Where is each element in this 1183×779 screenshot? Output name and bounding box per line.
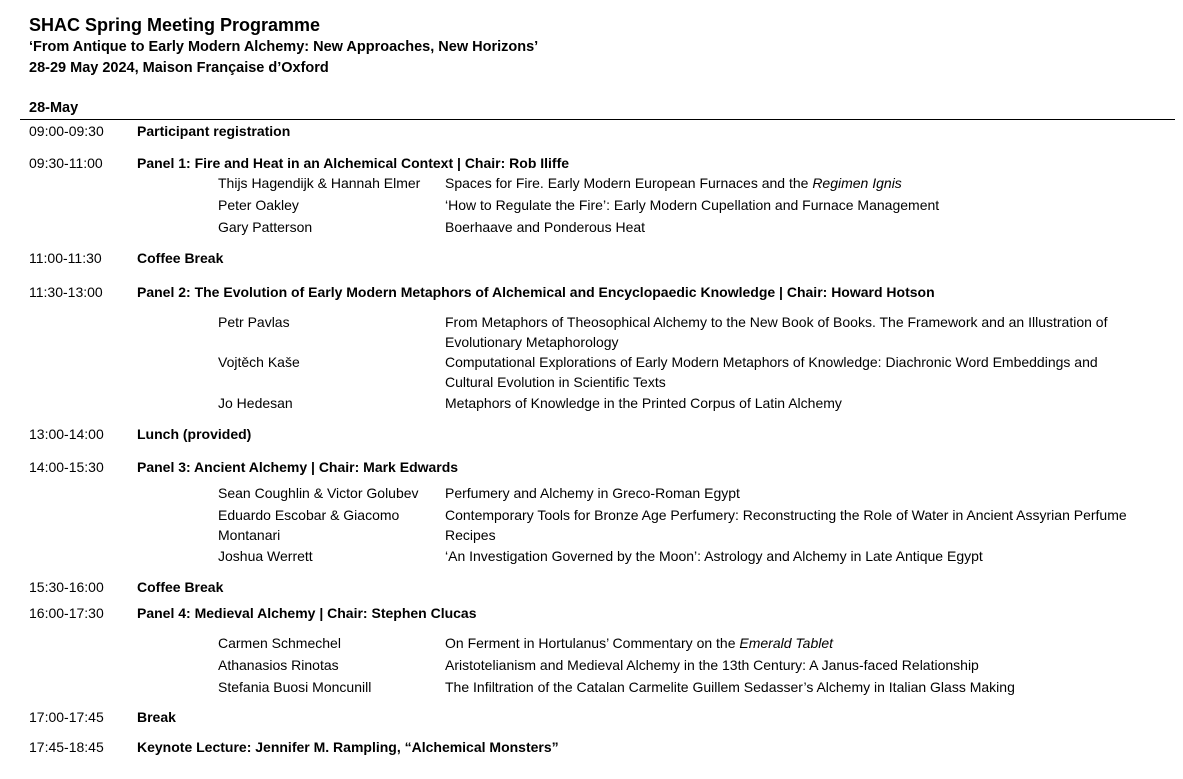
talk-p3-3: ‘An Investigation Governed by the Moon’: Astrology and Alchemy in Late Antique Egypt (445, 548, 983, 564)
talk-p2-2-line-1: Computational Explorations of Early Modern Metaphors of Knowledge: Diachronic Word Embeddings and (445, 354, 1098, 370)
session-break: Break (137, 709, 176, 725)
time-coffee-1: 11:00-11:30 (29, 250, 102, 266)
session-coffee-2: Coffee Break (137, 579, 224, 595)
talk-p2-2-line-2: Cultural Evolution in Scientific Texts (445, 374, 666, 390)
talk-p4-3: The Infiltration of the Catalan Carmelite Guillem Sedasser’s Alchemy in Italian Glass Making (445, 679, 1015, 695)
time-panel-1: 09:30-11:00 (29, 155, 103, 171)
session-registration: Participant registration (137, 123, 291, 139)
talk-p1-1-italic: Regimen Ignis (812, 175, 902, 191)
programme-dates: 28-29 May 2024, Maison Française d’Oxford (29, 60, 329, 76)
time-coffee-2: 15:30-16:00 (29, 579, 104, 595)
time-lunch: 13:00-14:00 (29, 426, 104, 442)
speaker-p2-3: Jo Hedesan (218, 395, 293, 411)
speaker-p4-2: Athanasios Rinotas (218, 657, 339, 673)
session-keynote: Keynote Lecture: Jennifer M. Rampling, “Alchemical Monsters” (137, 739, 559, 755)
session-panel-2: Panel 2: The Evolution of Early Modern Metaphors of Alchemical and Encyclopaedic Knowledge | Chair: Howard Hotson (137, 284, 935, 300)
talk-p4-1-italic: Emerald Tablet (739, 635, 834, 651)
programme-title: SHAC Spring Meeting Programme (29, 15, 321, 35)
time-keynote: 17:45-18:45 (29, 739, 104, 755)
programme-header (29, 13, 538, 79)
speaker-p3-2 (218, 505, 438, 545)
session-panel-3: Panel 3: Ancient Alchemy | Chair: Mark Edwards (137, 459, 459, 475)
talk-p1-1-text: Spaces for Fire. Early Modern European Furnaces and the (445, 175, 813, 191)
speaker-p1-3: Gary Patterson (218, 219, 313, 235)
time-registration: 09:00-09:30 (29, 123, 104, 139)
speaker-p1-1: Thijs Hagendijk & Hannah Elmer (218, 175, 421, 191)
speaker-p2-1: Petr Pavlas (218, 314, 290, 330)
speaker-p3-1: Sean Coughlin & Victor Golubev (218, 485, 419, 501)
talk-p1-1 (445, 173, 1165, 193)
session-lunch: Lunch (provided) (137, 426, 252, 442)
time-panel-3: 14:00-15:30 (29, 459, 104, 475)
speaker-p4-3: Stefania Buosi Moncunill (218, 679, 372, 695)
speaker-p3-2-line-2: Montanari (218, 527, 281, 543)
programme-subtitle: ‘From Antique to Early Modern Alchemy: New Approaches, New Horizons’ (29, 39, 539, 55)
talk-p3-2 (445, 505, 1165, 545)
talk-p2-1 (445, 312, 1165, 352)
session-panel-1: Panel 1: Fire and Heat in an Alchemical Context | Chair: Rob Iliffe (137, 155, 570, 171)
talk-p2-1-line-2: Evolutionary Metaphorology (445, 334, 619, 350)
time-break: 17:00-17:45 (29, 709, 104, 725)
talk-p1-3: Boerhaave and Ponderous Heat (445, 219, 646, 235)
speaker-p3-2-line-1: Eduardo Escobar & Giacomo (218, 507, 400, 523)
talk-p3-2-line-1: Contemporary Tools for Bronze Age Perfumery: Reconstructing the Role of Water in Ancient Assyrian Perfume (445, 507, 1127, 523)
talk-p2-1-line-1: From Metaphors of Theosophical Alchemy to the New Book of Books. The Framework and an Illustration of (445, 314, 1108, 330)
time-panel-4: 16:00-17:30 (29, 605, 104, 621)
speaker-p1-2: Peter Oakley (218, 197, 299, 213)
session-coffee-1: Coffee Break (137, 250, 224, 266)
talk-p3-2-line-2: Recipes (445, 527, 496, 543)
talk-p4-2: Aristotelianism and Medieval Alchemy in the 13th Century: A Janus-faced Relationship (445, 657, 979, 673)
session-panel-4: Panel 4: Medieval Alchemy | Chair: Stephen Clucas (137, 605, 477, 621)
speaker-p4-1: Carmen Schmechel (218, 635, 341, 651)
talk-p4-1 (445, 633, 1165, 653)
speaker-p3-3: Joshua Werrett (218, 548, 313, 564)
day-label: 28-May (29, 100, 79, 116)
talk-p2-3: Metaphors of Knowledge in the Printed Corpus of Latin Alchemy (445, 395, 842, 411)
speaker-p2-2: Vojtěch Kaše (218, 354, 300, 370)
talk-p1-2: ‘How to Regulate the Fire’: Early Modern Cupellation and Furnace Management (445, 197, 940, 213)
time-panel-2: 11:30-13:00 (29, 284, 103, 300)
talk-p3-1: Perfumery and Alchemy in Greco-Roman Egypt (445, 485, 740, 501)
talk-p4-1-text: On Ferment in Hortulanus’ Commentary on the (445, 635, 740, 651)
talk-p2-2 (445, 352, 1165, 392)
day-divider (20, 119, 1175, 120)
